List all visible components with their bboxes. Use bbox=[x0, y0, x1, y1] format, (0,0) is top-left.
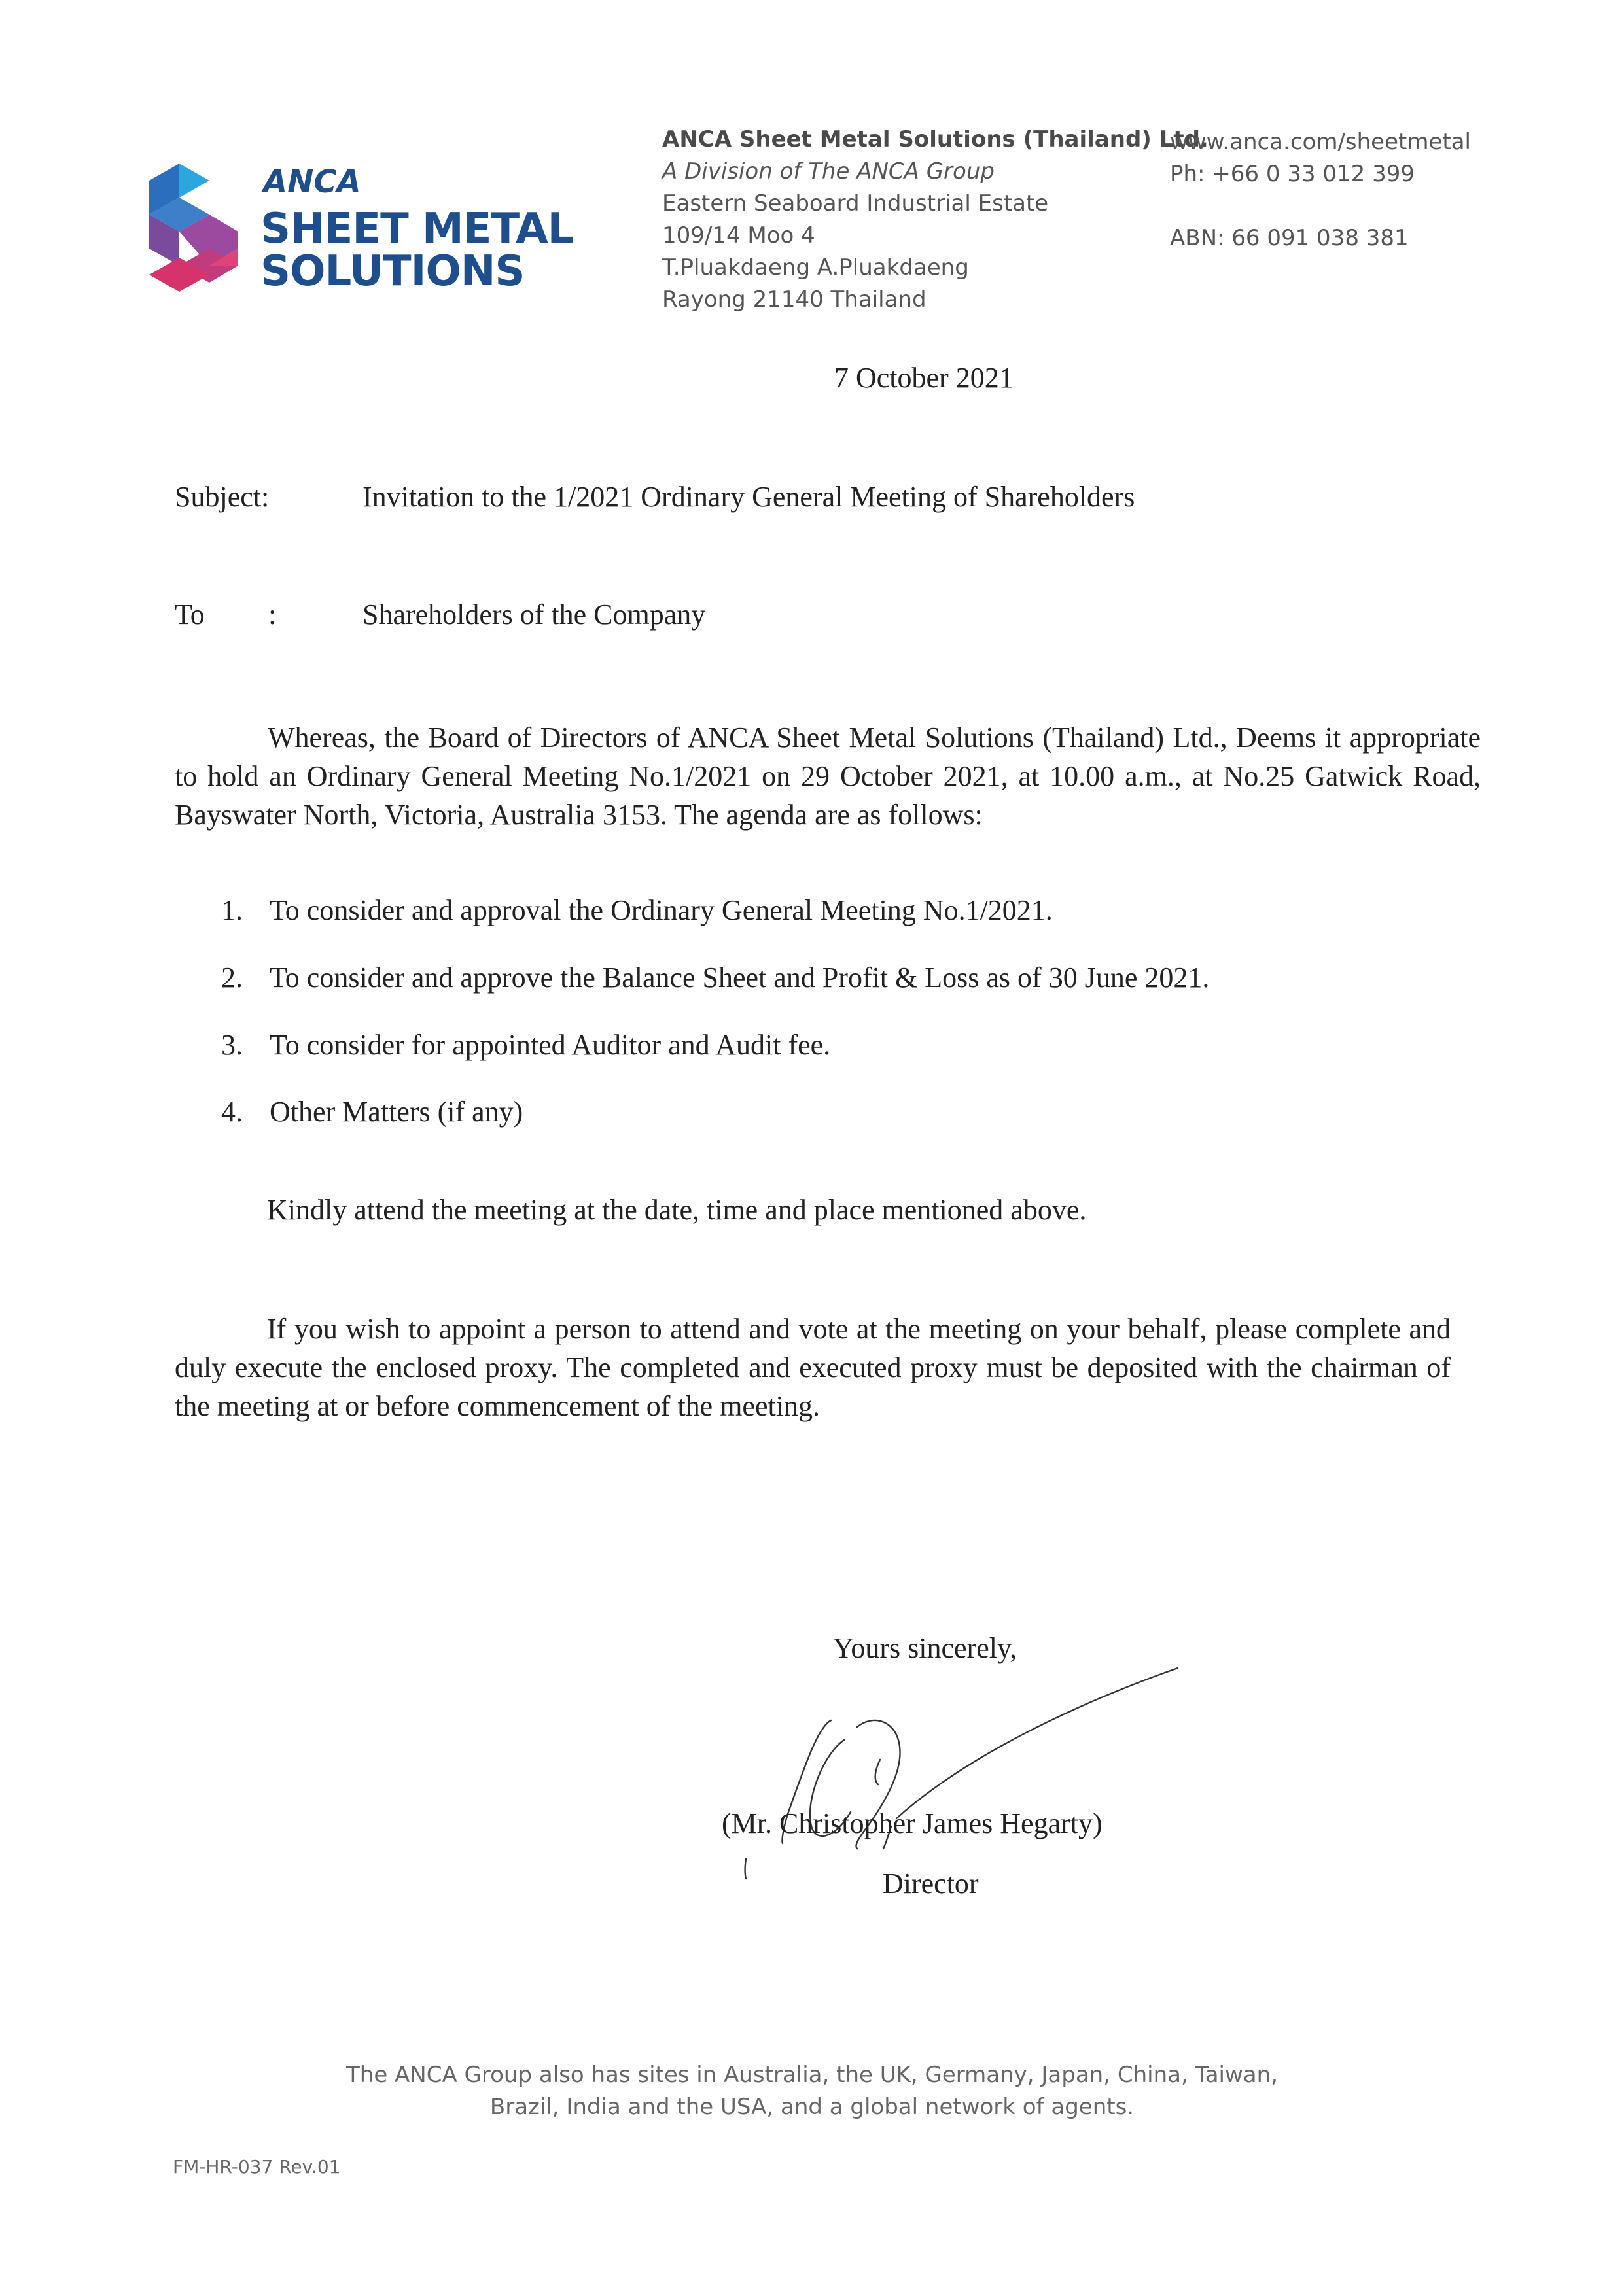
agenda-number-3: 3. bbox=[221, 1029, 243, 1061]
agenda-item-2: To consider and approve the Balance Sheet and Profit & Loss as of 30 June 2021. bbox=[270, 962, 1210, 994]
subject-text: Invitation to the 1/2021 Ordinary General Meeting of Shareholders bbox=[362, 481, 1135, 513]
intro-paragraph: Whereas, the Board of Directors of ANCA Sheet Metal Solutions (Thailand) Ltd., Deems it appropriate to hold an Ordinary General Meeting No.1/2021 on 29 October 2021, at 10.00 a.m., at No.25 Gatwick Road, Bayswater North, Victoria, Australia 3153. The agenda are as follows: bbox=[175, 722, 1481, 831]
company-division: A Division of The ANCA Group bbox=[662, 158, 995, 184]
to-text: Shareholders of the Company bbox=[362, 599, 706, 631]
to-label: To bbox=[175, 599, 205, 631]
company-phone: Ph: +66 0 33 012 399 bbox=[1170, 161, 1415, 187]
signer-title: Director bbox=[883, 1868, 979, 1900]
address-line-4: Rayong 21140 Thailand bbox=[662, 287, 927, 313]
footer-sites-note bbox=[0, 2059, 1624, 2123]
address-line-3: T.Pluakdaeng A.Pluakdaeng bbox=[662, 254, 969, 281]
logo-text-line2: SOLUTIONS bbox=[260, 247, 525, 296]
agenda-item-4: Other Matters (if any) bbox=[270, 1096, 523, 1128]
closing-salutation: Yours sincerely, bbox=[833, 1632, 1017, 1664]
proxy-paragraph: If you wish to appoint a person to attend and vote at the meeting on your behalf, please complete and duly execute the enclosed proxy. The completed and executed proxy must be deposited with the chairman of the meeting at or before commencement of the meeting. bbox=[175, 1313, 1451, 1422]
anca-brand-wordmark bbox=[260, 165, 391, 198]
form-code: FM-HR-037 Rev.01 bbox=[173, 2156, 341, 2178]
company-abn: ABN: 66 091 038 381 bbox=[1170, 225, 1409, 251]
company-name: ANCA Sheet Metal Solutions (Thailand) Ltd. bbox=[662, 126, 1209, 152]
agenda-item-1: To consider and approval the Ordinary General Meeting No.1/2021. bbox=[270, 894, 1053, 926]
company-logo-mark bbox=[149, 164, 238, 292]
to-colon: : bbox=[268, 599, 277, 631]
address-line-2: 109/14 Moo 4 bbox=[662, 222, 815, 249]
agenda-number-2: 2. bbox=[221, 962, 243, 994]
company-website[interactable]: www.anca.com/sheetmetal bbox=[1170, 129, 1471, 155]
letter-date: 7 October 2021 bbox=[834, 362, 1014, 394]
anca-brand-text: ANCA bbox=[263, 165, 361, 198]
handwritten-signature bbox=[726, 1655, 1197, 1897]
address-line-1: Eastern Seaboard Industrial Estate bbox=[662, 190, 1049, 217]
agenda-number-1: 1. bbox=[221, 894, 243, 926]
logo-text-line1: SHEET METAL bbox=[260, 205, 574, 253]
signer-name: (Mr. Christopher James Hegarty) bbox=[722, 1807, 1103, 1839]
agenda-item-3: To consider for appointed Auditor and Audit fee. bbox=[270, 1029, 831, 1061]
footer-line-1: The ANCA Group also has sites in Australia, the UK, Germany, Japan, China, Taiwan, bbox=[346, 2062, 1278, 2088]
attend-paragraph: Kindly attend the meeting at the date, time and place mentioned above. bbox=[267, 1194, 1087, 1226]
footer-line-2: Brazil, India and the USA, and a global network of agents. bbox=[489, 2094, 1135, 2120]
agenda-number-4: 4. bbox=[221, 1096, 243, 1128]
subject-label: Subject: bbox=[175, 481, 270, 513]
